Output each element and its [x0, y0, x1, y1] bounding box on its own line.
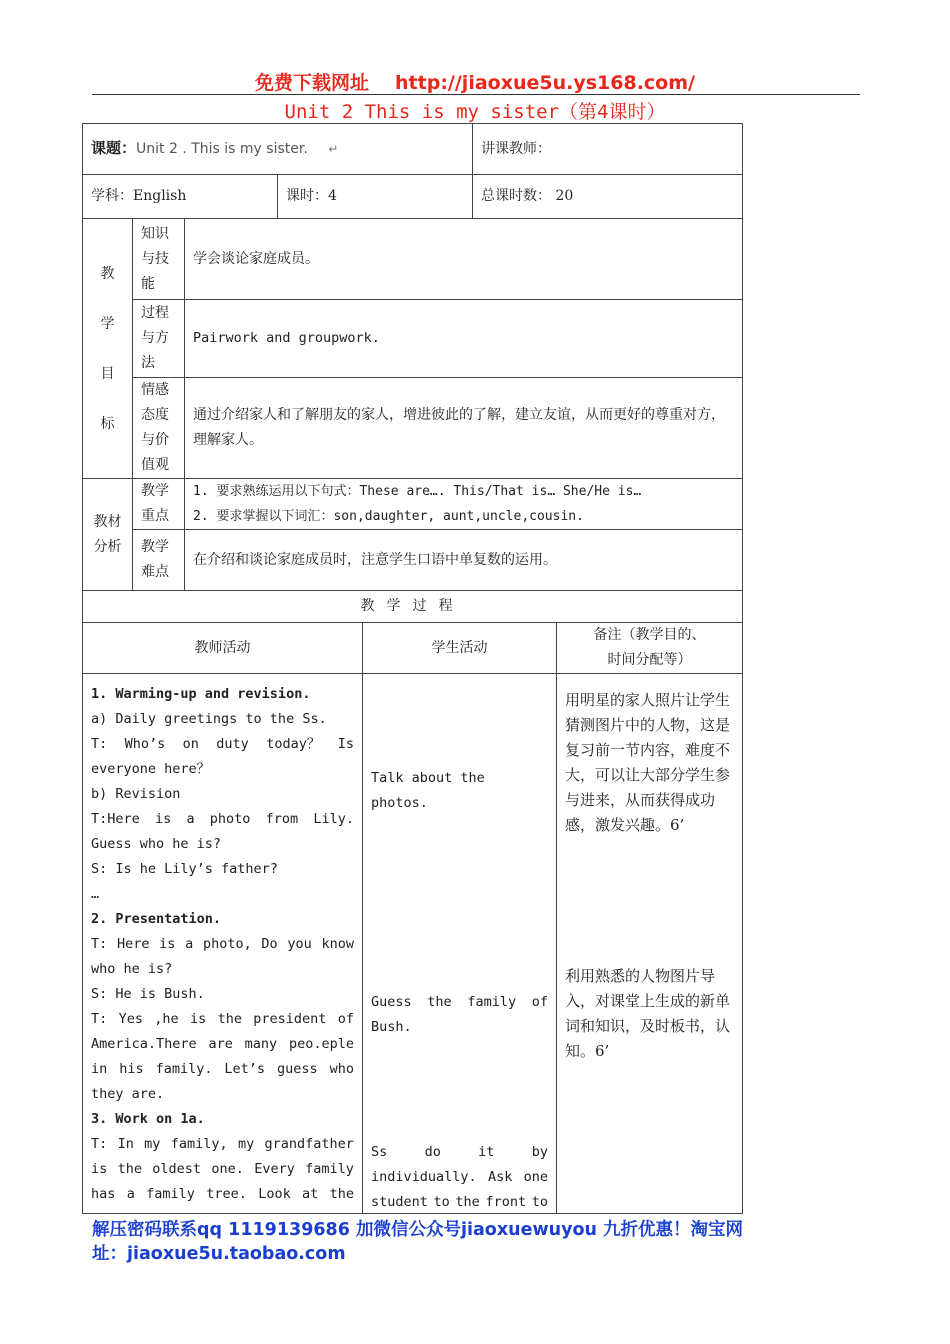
analysis-row-key [83, 479, 743, 530]
label-line: 情感 [141, 382, 169, 398]
student-word: individually. [371, 1169, 477, 1185]
student-word: to [531, 1194, 548, 1210]
emotion-content: 通过介绍家人和了解朋友的家人，增进彼此的了解，建立友谊，从而更好的尊重对方，理解家人。 [185, 378, 743, 479]
col-student-activity: 学生活动 [363, 623, 557, 674]
label-line: 教材 [93, 513, 122, 530]
student-word: of [531, 994, 548, 1010]
student-line [371, 990, 548, 1015]
key-point-item: 1. 要求熟练运用以下句式：These are…. This/That is… She/He is… [193, 484, 642, 499]
key-points-content [185, 479, 743, 530]
label-line: 与方 [141, 330, 169, 346]
teacher-line: S: He is Bush. [91, 986, 205, 1002]
teacher-line: T:Here is a photo from Lily. [91, 811, 354, 827]
label-line: 过程 [141, 305, 169, 321]
label-line: 分析 [93, 538, 122, 555]
total-text: 总课时数： 20 [481, 188, 574, 204]
knowledge-content: 学会谈论家庭成员。 [185, 219, 743, 300]
step-heading: 3. Work on 1a. [91, 1111, 205, 1127]
teacher-cell [473, 124, 743, 175]
student-word: the [427, 994, 452, 1010]
emotion-label [133, 378, 185, 479]
student-word: it [478, 1144, 495, 1160]
label-line: 重点 [141, 508, 169, 524]
label-line: 态度 [141, 407, 169, 423]
teacher-line: they are. [91, 1086, 165, 1102]
student-item [371, 990, 548, 1040]
objectives-label-char: 教 [100, 265, 115, 282]
teacher-line: … [91, 886, 100, 902]
difficulty-label [133, 530, 185, 591]
label-line: 法 [141, 355, 155, 371]
teacher-line: everyone here？ [91, 761, 211, 777]
col-teacher-activity: 教师活动 [83, 623, 363, 674]
period-text: 课时：4 [286, 188, 337, 204]
difficulty-content: 在介绍和谈论家庭成员时，注意学生口语中单复数的运用。 [185, 530, 743, 591]
process-title: 教学过程 [83, 591, 743, 623]
subject-text: 学科：English [91, 188, 187, 204]
note-item: 用明星的家人照片让学生猜测图片中的人物，这是复习前一节内容，难度不大，可以让大部分学生参与进来，从而获得成功感，激发兴趣。6’ [565, 691, 731, 834]
analysis-group-label [83, 479, 133, 591]
teacher-line: b) Revision [91, 786, 181, 802]
download-banner [0, 68, 950, 95]
student-line: Bush. [371, 1019, 412, 1035]
student-item: Talk about the photos. [371, 770, 485, 811]
teacher-line: T: In my family, my grandfather [91, 1136, 354, 1152]
student-word: student [371, 1194, 428, 1210]
label-line: 教学 [141, 539, 169, 555]
student-word: do [424, 1144, 441, 1160]
analysis-row-difficulty [83, 530, 743, 591]
subject-row [83, 175, 743, 219]
student-word: Guess [371, 994, 412, 1010]
objectives-label-char: 目 [100, 365, 115, 382]
process-header-row [83, 623, 743, 674]
teacher-line: S: Is he Lily’s father? [91, 861, 278, 877]
process-method-label [133, 300, 185, 378]
teacher-line: in his family. Let’s guess who [91, 1061, 354, 1077]
student-line [371, 1190, 548, 1215]
topic-value: Unit 2 . This is my sister. [136, 141, 308, 157]
step-heading: 2. Presentation. [91, 911, 222, 927]
site-url-link[interactable]: http://jiaoxue5u.ys168.com/ [395, 72, 695, 94]
objectives-label-char: 学 [100, 315, 115, 332]
key-points-label [133, 479, 185, 530]
teacher-line: a) Daily greetings to the Ss. [91, 711, 327, 727]
process-title-row [83, 591, 743, 623]
teacher-line: T: Yes ,he is the president of [91, 1011, 354, 1027]
student-activity-cell [363, 674, 557, 1214]
topic-row [83, 124, 743, 175]
objectives-group-label [83, 219, 133, 479]
label-line: 备注（教学目的、 [593, 627, 706, 643]
col-notes [557, 623, 743, 674]
label-line: 与技 [141, 250, 169, 267]
student-word: one [523, 1169, 549, 1185]
footer-contact [92, 1218, 872, 1266]
free-download-label: 免费下载网址 [255, 72, 370, 94]
lesson-plan-table [82, 123, 743, 1214]
objective-row-knowledge [83, 219, 743, 300]
return-mark-icon: ↵ [328, 142, 339, 156]
key-point-item: 2. 要求掌握以下词汇：son,daughter, aunt,uncle,cousin. [193, 509, 584, 524]
student-word: family [467, 994, 517, 1010]
student-word: by [531, 1144, 548, 1160]
knowledge-label [133, 219, 185, 300]
footer-line: 解压密码联系qq 1119139686 加微信公众号jiaoxuewuyou 九折优惠！淘宝网 [92, 1220, 744, 1240]
label-line: 时间分配等） [607, 652, 692, 668]
subject-cell [83, 175, 278, 219]
student-word: front [485, 1194, 527, 1210]
student-item [371, 1140, 548, 1215]
document-title: Unit 2 This is my sister（第4课时） [284, 101, 666, 123]
objective-row-emotion [83, 378, 743, 479]
label-line: 教学 [141, 483, 169, 499]
label-line: 难点 [141, 564, 169, 580]
student-word: to [433, 1194, 450, 1210]
notes-cell [557, 674, 743, 1214]
label-line: 与价 [141, 432, 169, 448]
teacher-line: T: Who’s on duty today？ Is [91, 736, 354, 752]
objective-row-process [83, 300, 743, 378]
teacher-line: T: Here is a photo, Do you know [91, 936, 354, 952]
teacher-line: who he is? [91, 961, 173, 977]
teacher-line: is the oldest one. Every family [91, 1161, 354, 1177]
header-rule [92, 94, 860, 95]
period-cell [278, 175, 473, 219]
teacher-line: Guess who he is? [91, 836, 222, 852]
teacher-line: has a family tree. Look at the [91, 1186, 354, 1202]
topic-label: 课题： [91, 139, 137, 157]
student-word: Ss [371, 1144, 388, 1160]
student-line [371, 1140, 548, 1165]
label-line: 知识 [141, 225, 169, 242]
student-word: the [455, 1194, 480, 1210]
student-line [371, 1165, 548, 1190]
label-line: 值观 [141, 457, 169, 473]
label-line: 能 [141, 275, 155, 292]
process-method-content: Pairwork and groupwork. [185, 300, 743, 378]
process-body-row [83, 674, 743, 1214]
step-heading: 1. Warming-up and revision. [91, 686, 311, 702]
teacher-label: 讲课教师： [481, 140, 552, 157]
total-cell [473, 175, 743, 219]
footer-line: 址：jiaoxue5u.taobao.com [92, 1244, 346, 1264]
teacher-activity-cell [83, 674, 363, 1214]
student-word: Ask [487, 1169, 513, 1185]
teacher-line: America.There are many peo.eple [91, 1036, 354, 1052]
note-item: 利用熟悉的人物图片导入，对课堂上生成的新单词和知识，及时板书，认知。6’ [565, 967, 731, 1060]
objectives-label-char: 标 [100, 415, 115, 432]
